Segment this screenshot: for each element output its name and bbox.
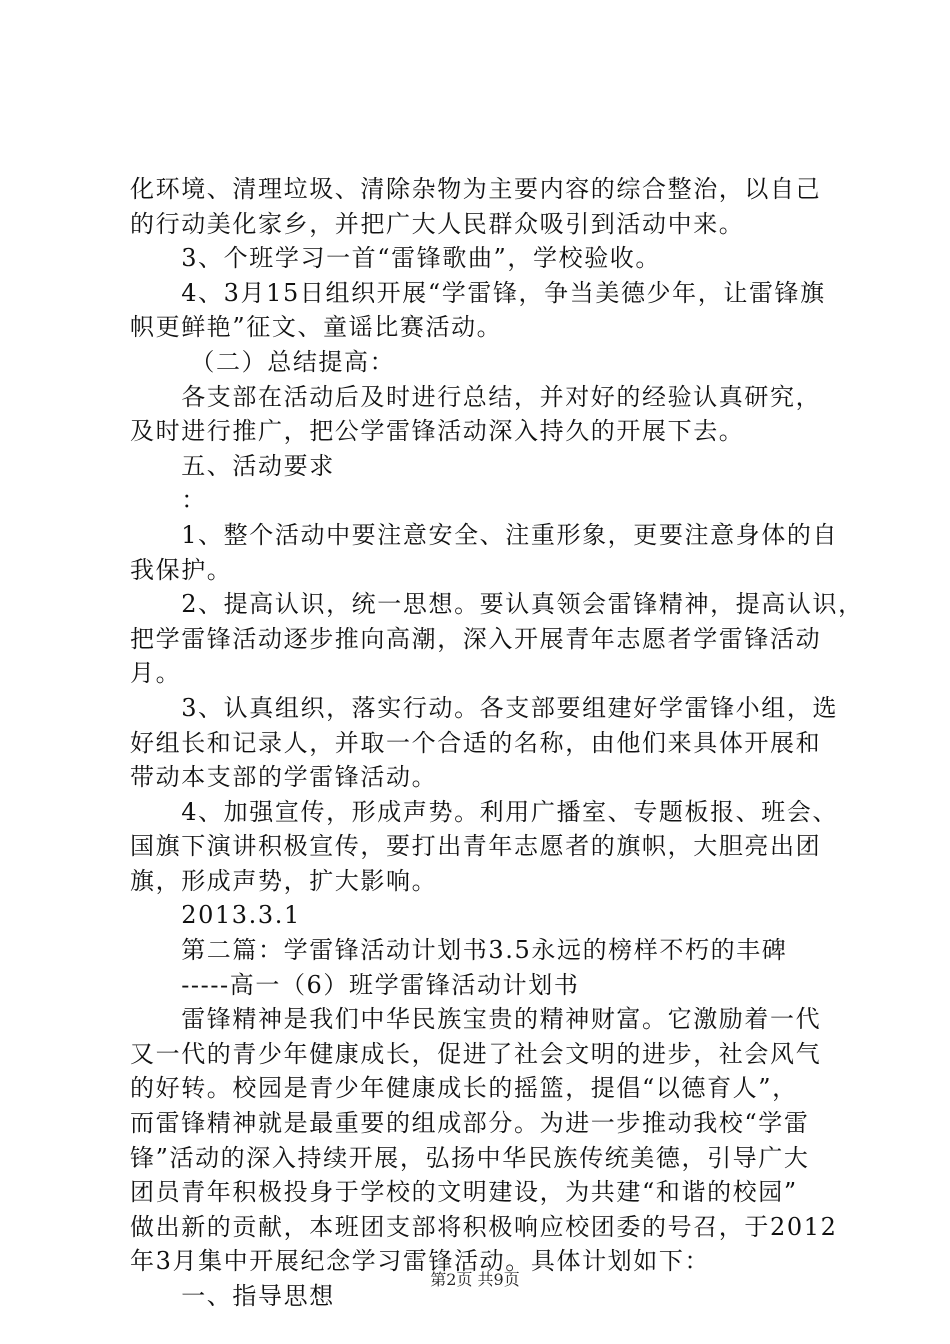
text-line: 及时进行推广，把公学雷锋活动深入持久的开展下去。 xyxy=(130,417,745,446)
text-line: 国旗下演讲积极宣传，要打出青年志愿者的旗帜，大胆亮出团 xyxy=(130,832,822,861)
text-line: 3、认真组织，落实行动。各支部要组建好学雷锋小组，选 xyxy=(130,693,839,722)
text-line: 带动本支部的学雷锋活动。 xyxy=(130,763,438,792)
text-line: 一、指导思想 xyxy=(130,1282,335,1310)
text-line: 2013.3.1 xyxy=(130,901,301,930)
document-body xyxy=(130,172,864,1314)
text-line: 锋”活动的深入持续开展，弘扬中华民族传统美德，引导广大 xyxy=(130,1143,810,1172)
text-line: 月。 xyxy=(130,659,182,688)
text-line: ： xyxy=(130,486,207,515)
text-line: 帜更鲜艳”征文、童谣比赛活动。 xyxy=(130,313,503,342)
text-line: -----高一（6）班学雷锋活动计划书 xyxy=(130,970,580,999)
text-line: 做出新的贡献，本班团支部将积极响应校团委的号召，于2012 xyxy=(130,1212,838,1241)
text-line: 旗，形成声势，扩大影响。 xyxy=(130,866,438,895)
text-line: 1、整个活动中要注意安全、注重形象，更要注意身体的自 xyxy=(130,520,839,549)
text-line: 好组长和记录人，并取一个合适的名称，由他们来具体开展和 xyxy=(130,728,822,757)
text-line: 而雷锋精神就是最重要的组成部分。为进一步推动我校“学雷 xyxy=(130,1109,810,1138)
text-line: 各支部在活动后及时进行总结，并对好的经验认真研究， xyxy=(130,382,822,411)
text-line: 五、活动要求 xyxy=(130,451,335,480)
text-line: 雷锋精神是我们中华民族宝贵的精神财富。它激励着一代 xyxy=(130,1005,822,1034)
text-line: 4、3月15日组织开展“学雷锋，争当美德少年，让雷锋旗 xyxy=(130,278,826,307)
text-line: 第二篇：学雷锋活动计划书3.5永远的榜样不朽的丰碑 xyxy=(130,936,788,965)
text-line: 我保护。 xyxy=(130,555,233,584)
text-line: 的行动美化家乡，并把广大人民群众吸引到活动中来。 xyxy=(130,209,745,238)
text-line: 4、加强宣传，形成声势。利用广播室、专题板报、班会、 xyxy=(130,797,839,826)
text-line: 年3月集中开展纪念学习雷锋活动。具体计划如下： xyxy=(130,1247,711,1276)
text-line: 又一代的青少年健康成长，促进了社会文明的进步，社会风气 xyxy=(130,1039,822,1068)
text-line: 把学雷锋活动逐步推向高潮，深入开展青年志愿者学雷锋活动 xyxy=(130,624,822,653)
text-line: 化环境、清理垃圾、清除杂物为主要内容的综合整治，以自己 xyxy=(130,175,822,203)
text-line: （二）总结提高： xyxy=(130,347,396,376)
text-line: 团员青年积极投身于学校的文明建设，为共建“和谐的校园” xyxy=(130,1178,798,1207)
page-footer: 第2页 共9页 xyxy=(430,1270,520,1289)
text-line: 2、提高认识，统一思想。要认真领会雷锋精神，提高认识， xyxy=(130,590,864,619)
text-line: 3、个班学习一首“雷锋歌曲”，学校验收。 xyxy=(130,244,662,273)
text-line: 的好转。校园是青少年健康成长的摇篮，提倡“以德育人”， xyxy=(130,1074,798,1103)
